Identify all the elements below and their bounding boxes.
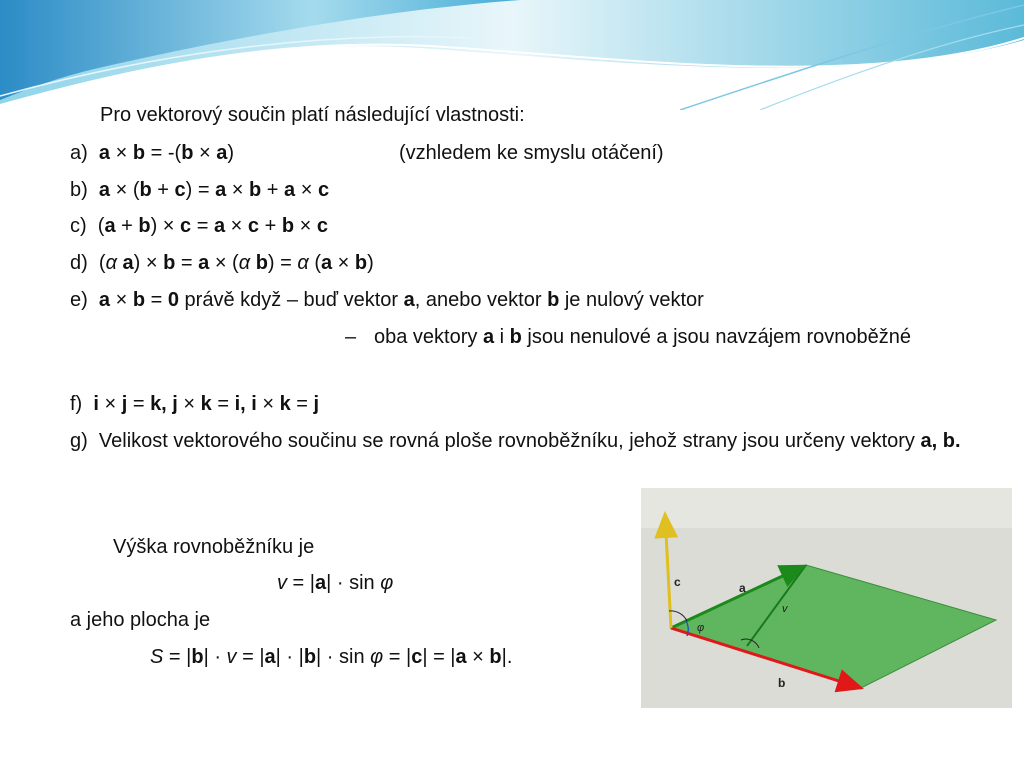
property-g: [0, 426, 970, 456]
property-a-label: a): [70, 142, 88, 164]
property-g-label: g): [70, 430, 88, 452]
property-e: e) a × b = 0 právě když – buď vektor a, anebo vektor b je nulový vektor: [70, 289, 704, 311]
property-d: d) (α a) × b = a × (α b) = α (a × b): [70, 252, 374, 274]
property-b: b) a × (b + c) = a × b + a × c: [70, 179, 330, 201]
area-label: a jeho plocha je: [70, 609, 211, 631]
figure-label-phi: φ: [697, 622, 705, 634]
property-e-label: e): [70, 289, 88, 311]
figure-label-c: c: [674, 575, 681, 589]
property-g-vectors: a, b.: [920, 430, 961, 452]
property-e-text1: právě když – buď vektor: [184, 289, 399, 311]
property-d-label: d): [70, 252, 88, 274]
property-c-label: c): [70, 215, 87, 237]
property-e-text3: je nulový vektor: [564, 289, 704, 311]
height-formula: v = |a| · sin φ: [277, 572, 394, 594]
figure-label-v: v: [782, 603, 788, 615]
height-label: Výška rovnoběžníku je: [113, 536, 315, 558]
header-wave-banner: [0, 0, 1024, 110]
figure-light-plane: [641, 488, 1012, 528]
property-e-dash: –: [345, 326, 357, 348]
property-g-text: Velikost vektorového součinu se rovná ploše rovnoběžníku, jehož strany jsou určeny vektory: [98, 430, 915, 452]
property-f: f) i × j = k, j × k = i, i × k = j: [70, 393, 320, 415]
intro-text: Pro vektorový součin platí následující vlastnosti:: [100, 104, 525, 126]
figure-label-b: b: [778, 676, 786, 690]
parallelogram-figure: [641, 488, 1012, 708]
property-a-note: (vzhledem ke smyslu otáčení): [399, 142, 664, 164]
property-e-condition2: oba vektory a i b jsou nenulové a jsou navzájem rovnoběžné: [374, 326, 911, 348]
property-c: c) (a + b) × c = a × c + b × c: [70, 215, 328, 237]
property-e-text2: , anebo vektor: [414, 289, 542, 311]
property-a: a) a × b = -(b × a): [70, 142, 234, 164]
property-b-label: b): [70, 179, 88, 201]
property-f-label: f): [70, 393, 83, 415]
figure-label-a: a: [739, 581, 746, 595]
area-formula: S = |b| · v = |a| · |b| · sin φ = |c| = |a × b|.: [150, 646, 513, 668]
